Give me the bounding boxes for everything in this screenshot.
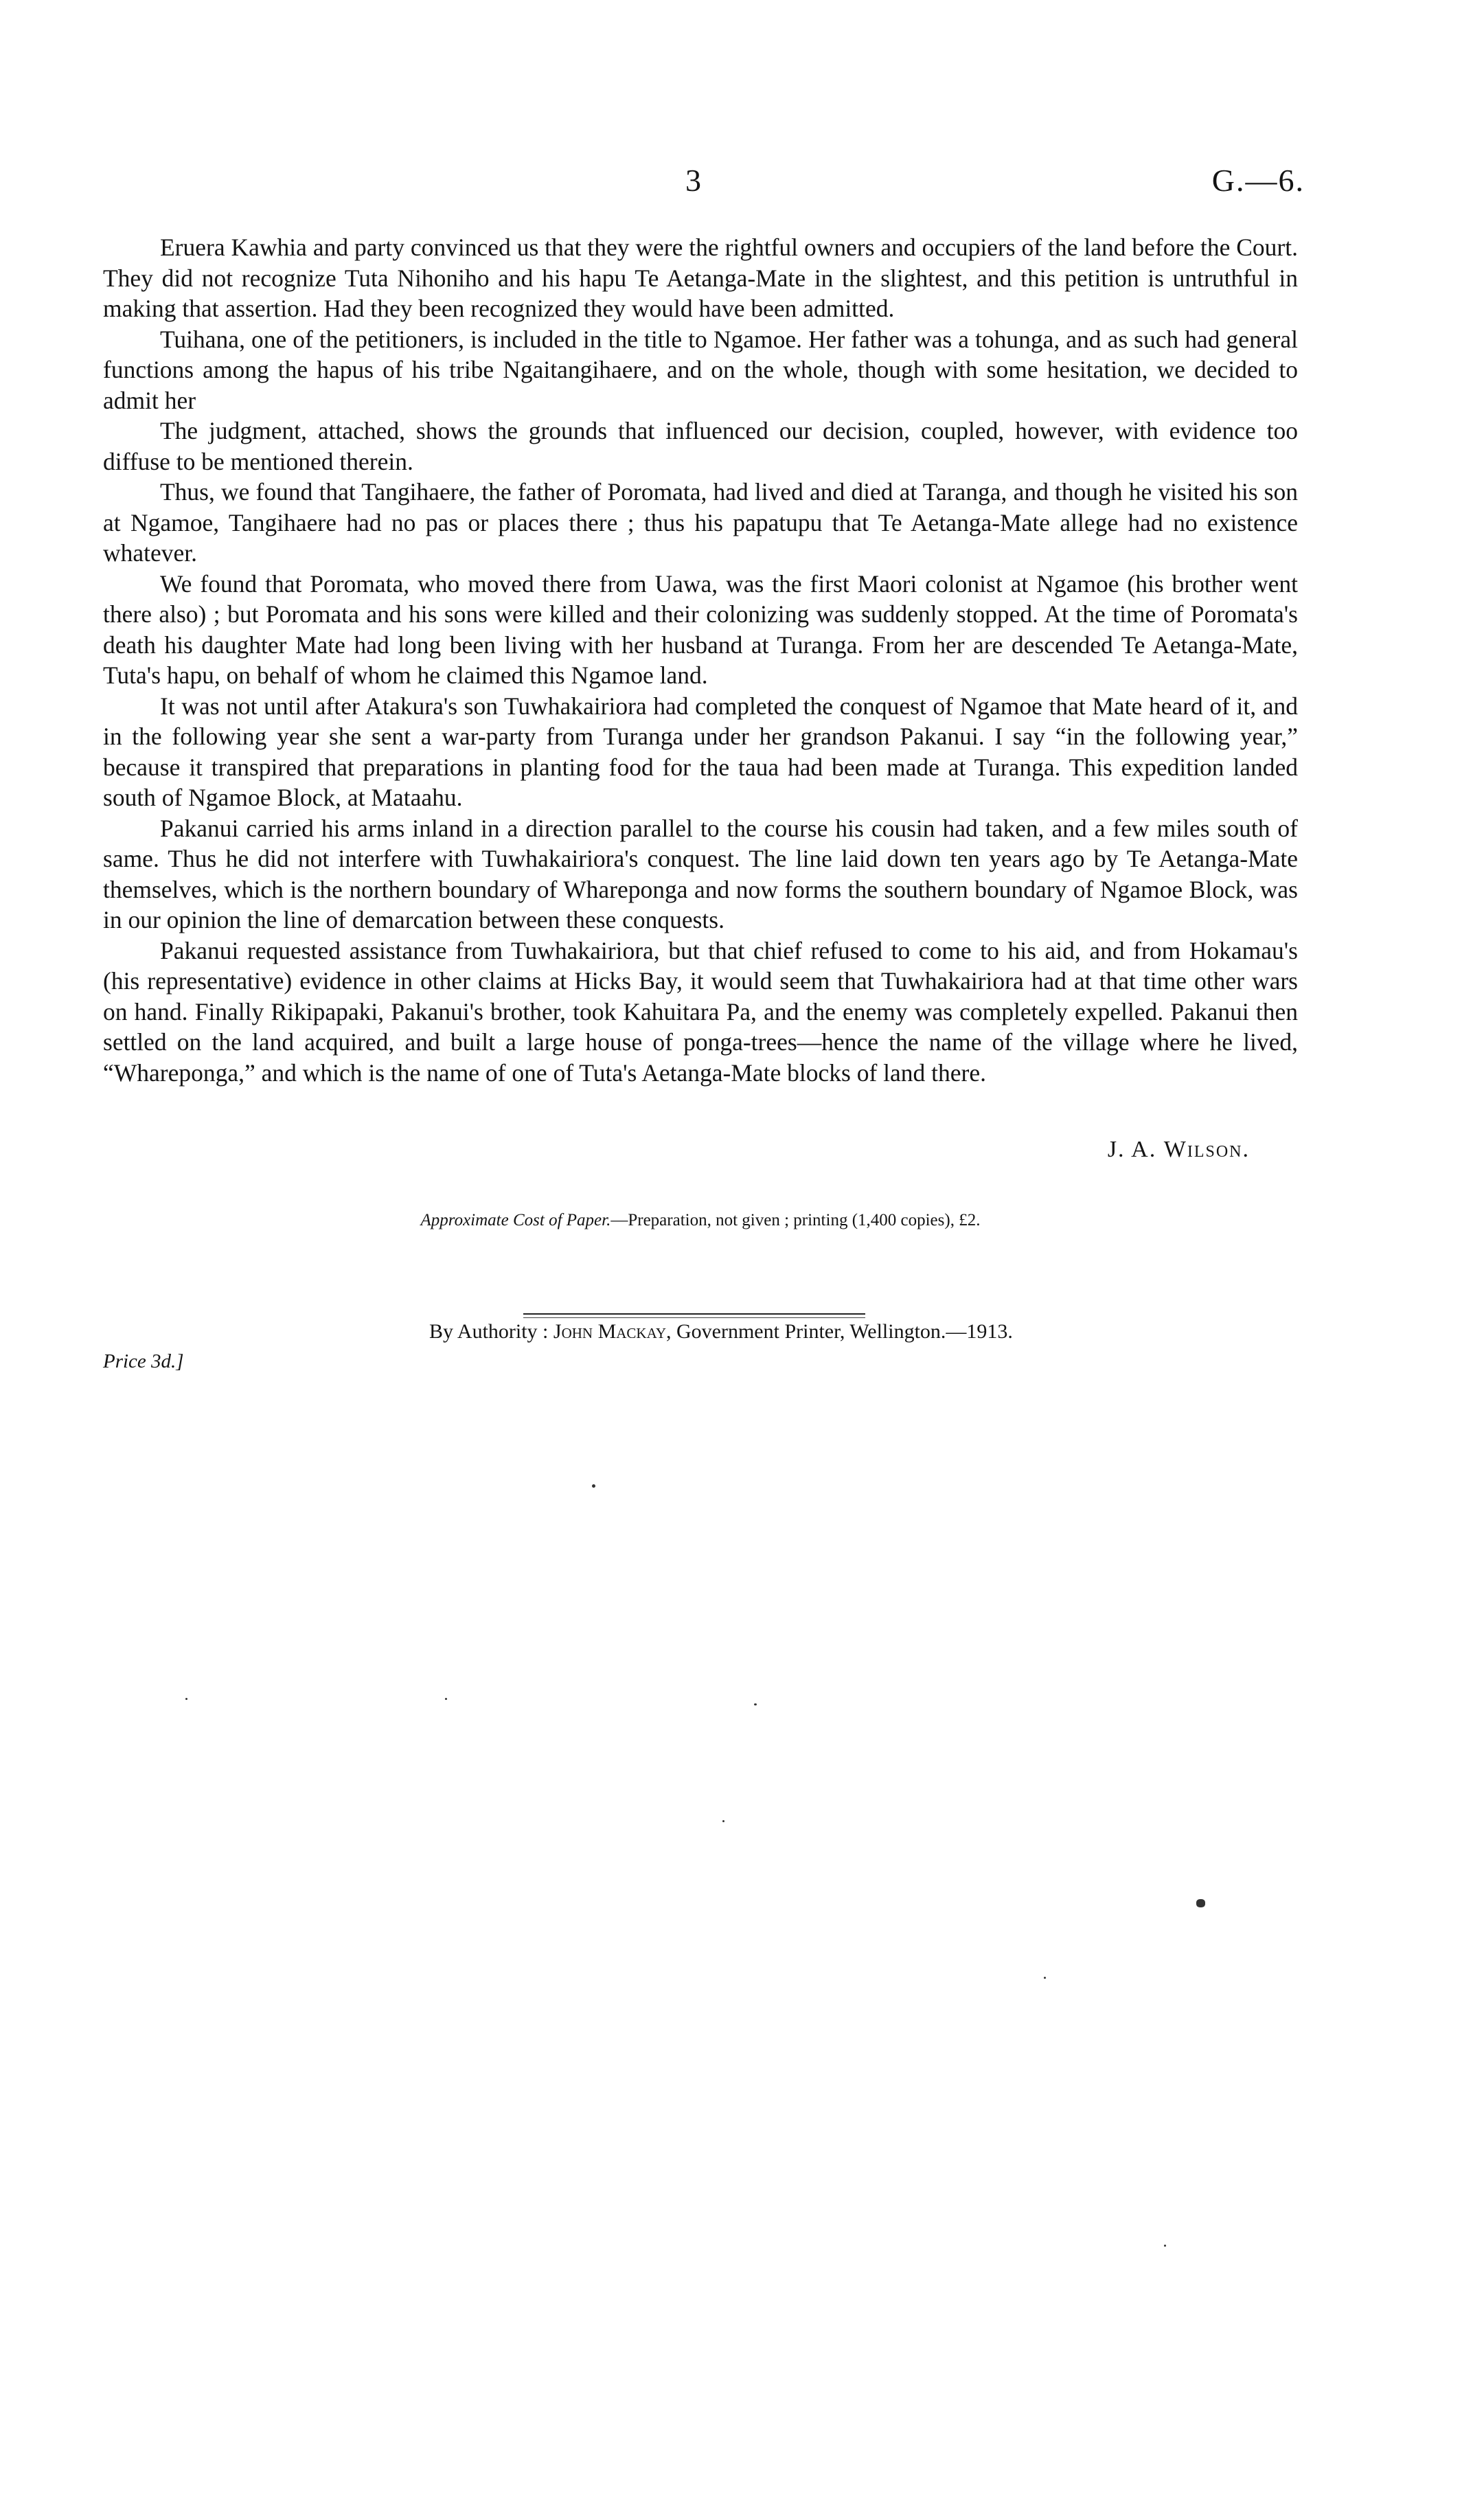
signature-initials: J. A.	[1107, 1137, 1157, 1162]
paragraph: Thus, we found that Tangihaere, the father of Poromata, had lived and died at Taranga, and though he visited his son at Ngamoe, Tangihaere had no pas or places there ; thus his papatupu that Te Aetanga-Mate allege had no existence whatever.	[103, 478, 1298, 567]
paragraph: Pakanui requested assistance from Tuwhakairiora, but that chief refused to come to his aid, and from Hokamau's (his representative) evidence in other claims at Hicks Bay, it would seem that Tuwhakairiora had at that time other wars on hand. Finally Rikipapaki, Pakanui's brother, took Kahuitara Pa, and the enemy was completely expelled. Pakanui then settled on the land acquired, and built a large house of ponga-trees—hence the name of the village where he lived, “Whareponga,” and which is the name of one of Tuta's Aetanga-Mate blocks of land there.	[103, 936, 1298, 1087]
paragraph: Pakanui carried his arms inland in a direction parallel to the course his cousin had taken, and a few miles south of same. Thus he did not interfere with Tuwhakairiora's conquest. The line laid down ten years ago by Te Aetanga-Mate themselves, which is the northern boundary of Whareponga and now forms the southern boundary of Ngamoe Block, was in our opinion the line of demarcation between these conquests.	[103, 814, 1298, 933]
paragraph: Tuihana, one of the petitioners, is included in the title to Ngamoe. Her father was a tohunga, and as such had general functions among the hapus of his tribe Ngaitangihaere, and on the whole, though with some hesitation, we decided to admit her	[103, 325, 1298, 414]
cost-note-text: —Preparation, not given ; printing (1,400 copies), £2.	[610, 1211, 981, 1229]
paragraph: Eruera Kawhia and party convinced us that they were the rightful owners and occupiers of the land before the Court. They did not recognize Tuta Nihoniho and his hapu Te Aetanga-Mate in the slightest, and this petition is untruthful in making that assertion. Had they been recognized they would have been admitted.	[103, 234, 1298, 322]
page-number: 3	[685, 163, 702, 198]
scan-speck	[445, 1698, 447, 1700]
scan-speck	[1164, 2245, 1166, 2247]
divider-rule	[523, 1313, 865, 1315]
scan-speck	[592, 1484, 595, 1488]
scan-speck	[1196, 1899, 1205, 1907]
scan-speck	[754, 1703, 757, 1705]
document-reference: G.—6.	[1211, 163, 1305, 198]
cost-note	[103, 1211, 1298, 1230]
scan-speck	[1044, 1977, 1046, 1979]
signature	[975, 1137, 1250, 1163]
divider-rule-thin	[523, 1317, 865, 1318]
scan-speck	[185, 1698, 187, 1700]
paragraph: It was not until after Atakura's son Tuwhakairiora had completed the conquest of Ngamoe that Mate heard of it, and in the following year she sent a war-party from Turanga under her grandson Pakanui. I say “in the following year,” because it transpired that preparations in planting food for the taua had been made at Turanga. This expedition landed south of Ngamoe Block, at Mataahu.	[103, 692, 1298, 811]
scan-speck	[722, 1820, 724, 1822]
signature-surname: Wilson.	[1163, 1137, 1250, 1162]
body-text	[103, 232, 1298, 1088]
paragraph: The judgment, attached, shows the grounds that influenced our decision, coupled, however, with evidence too diffuse to be mentioned therein.	[103, 417, 1298, 475]
paragraph: We found that Poromata, who moved there from Uawa, was the first Maori colonist at Ngamoe (his brother went there also) ; but Poromata and his sons were killed and their colonizing was suddenly stopped. At the time of Poromata's death his daughter Mate had long been living with her husband at Turanga. From her are descended Te Aetanga-Mate, Tuta's hapu, on behalf of whom he claimed this Ngamoe land.	[103, 569, 1298, 689]
price-note: Price 3d.]	[103, 1350, 184, 1372]
printer-prefix: By Authority :	[429, 1320, 549, 1343]
printer-line	[103, 1320, 1298, 1343]
printer-name: John Mackay,	[553, 1320, 672, 1343]
printer-suffix: Government Printer, Wellington.—1913.	[676, 1320, 1013, 1343]
cost-note-label: Approximate Cost of Paper.	[420, 1211, 611, 1229]
